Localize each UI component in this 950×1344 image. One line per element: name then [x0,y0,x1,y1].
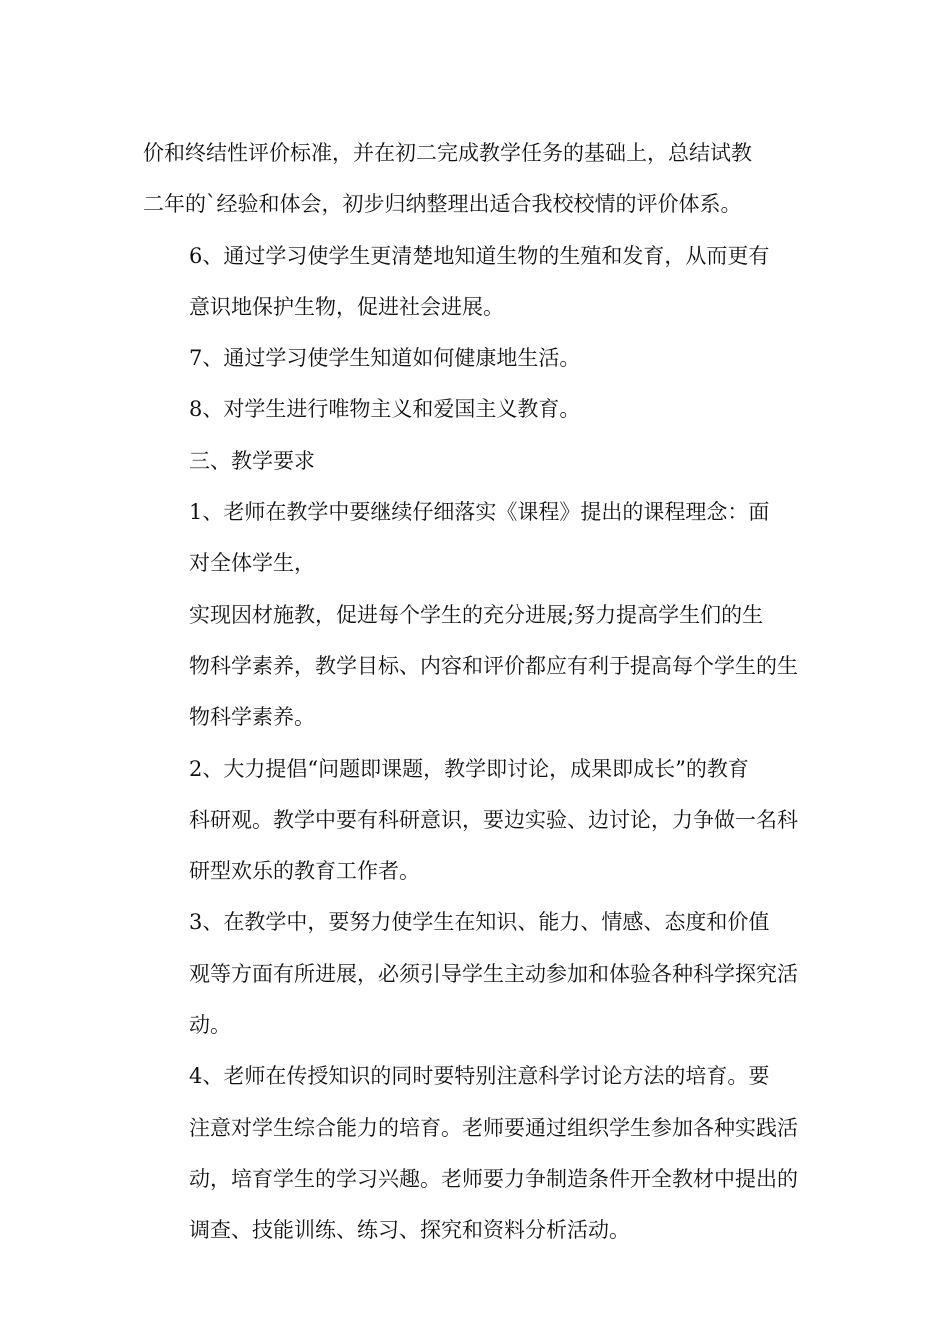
text-line: 研型欢乐的教育工作者。 [189,859,420,884]
text-line: 实现因材施教，促进每个学生的充分进展;努力提高学生们的生 [189,602,764,627]
paragraph [143,128,808,231]
text-line: 7、通过学习使学生知道如何健康地生活。 [189,346,581,371]
paragraph [143,487,808,590]
text-line: 调查、技能训练、练习、探究和资料分析活动。 [189,1218,630,1243]
paragraph [143,897,808,1051]
paragraph [143,744,808,898]
text-line: 动。 [189,1013,231,1038]
text-line: 价和终结性评价标准，并在初二完成教学任务的基础上，总结试教 [143,141,752,165]
text-line: 物科学素养。 [189,705,315,730]
text-line: 4、老师在传授知识的同时要特别注意科学讨论方法的培育。要 [189,1064,770,1089]
text-line: 注意对学生综合能力的培育。老师要通过组织学生参加各种实践活 [189,1115,798,1140]
text-line: 动，培育学生的学习兴趣。老师要力争制造条件开全教材中提出的 [189,1166,798,1191]
body-text [143,128,808,1257]
text-line: 3、在教学中，要努力使学生在知识、能力、情感、态度和价值 [189,910,770,935]
text-line: 意识地保护生物，促进社会进展。 [189,294,504,319]
text-line: 科研观。教学中要有科研意识，要边实验、边讨论，力争做一名科 [189,807,798,832]
paragraph [143,590,808,744]
paragraph [143,384,808,435]
paragraph [143,231,808,334]
paragraph [143,1051,808,1256]
text-line: 8、对学生进行唯物主义和爱国主义教育。 [189,397,581,422]
paragraph [143,436,808,487]
text-line: 二年的`经验和体会，初步归纳整理出适合我校校情的评价体系。 [143,192,742,217]
text-line: 观等方面有所进展，必须引导学生主动参加和体验各种科学探究活 [189,961,798,986]
paragraph [143,333,808,384]
text-line: 对全体学生， [189,551,315,576]
text-line: 物科学素养，教学目标、内容和评价都应有利于提高每个学生的生 [189,653,798,678]
text-line: 2、大力提倡“问题即课题，教学即讨论，成果即成长”的教育 [189,756,749,781]
text-line: 三、教学要求 [189,448,315,473]
text-line: 6、通过学习使学生更清楚地知道生物的生殖和发育，从而更有 [189,243,770,268]
text-line: 1、老师在教学中要继续仔细落实《课程》提出的课程理念：面 [189,500,770,525]
